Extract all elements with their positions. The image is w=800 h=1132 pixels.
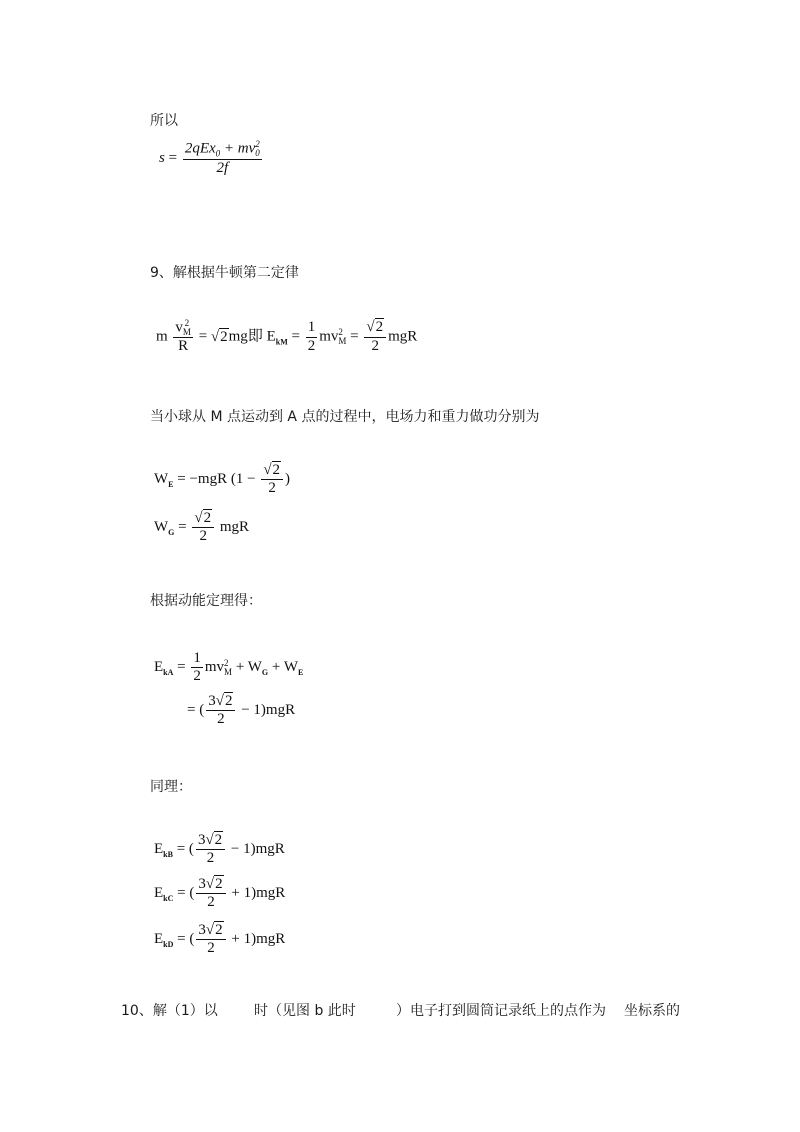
paragraph-suoyi: 所以 (150, 113, 178, 129)
paragraph-tongli: 同理： (150, 779, 192, 795)
ji-char: 即 (247, 328, 263, 345)
formula-wg: $W_G$ = $\frac{√2}{2}$ mgR (154, 510, 250, 545)
paragraph-theorem: 根据动能定理得： (150, 593, 262, 609)
formula-ekc: $E_{kC}$ = ( $\frac{3√2}{2}$ + 1)mgR (154, 876, 286, 911)
formula-ekd: $E_{kD}$ = ( $\frac{3√2}{2}$ + 1)mgR (154, 922, 286, 957)
paragraph-q10-d: 坐标系的 (624, 1003, 680, 1019)
paragraph-m-to-a: 当小球从 M 点运动到 A 点的过程中，电场力和重力做功分别为 (150, 409, 540, 425)
formula-s: s = 2qEx$_0$ + mv 2 0 2f (159, 139, 260, 176)
formula-eka-1: $E_{kA}$ = $\frac{1}{2}$ mv 2 M + $W_G + W_E$ (154, 650, 304, 685)
paragraph-q9: 9、解根据牛顿第二定律 (150, 265, 299, 281)
formula-ekb: $E_{kB}$ = ( $\frac{3√2}{2}$ − 1)mgR (154, 832, 285, 867)
paragraph-q10-b: 时（见图 b 此时 (254, 1003, 356, 1019)
formula-we: $W_E = -mgR$ (1 − $\frac{√2}{2}$ ) (154, 462, 291, 497)
paragraph-q10-c: ）电子打到圆筒记录纸上的点作为 (396, 1003, 606, 1019)
formula-eka-2: = ( $\frac{3√2}{2}$ − 1)mgR (187, 693, 296, 728)
paragraph-q10-a: 10、解（1）以 (121, 1003, 218, 1019)
formula-newton: m v 2 M R = √2mg即 $E_{kM}$ = $\frac{1}{2}$ mv 2 M = $\frac{√2}{2}$ mgR (156, 318, 418, 354)
